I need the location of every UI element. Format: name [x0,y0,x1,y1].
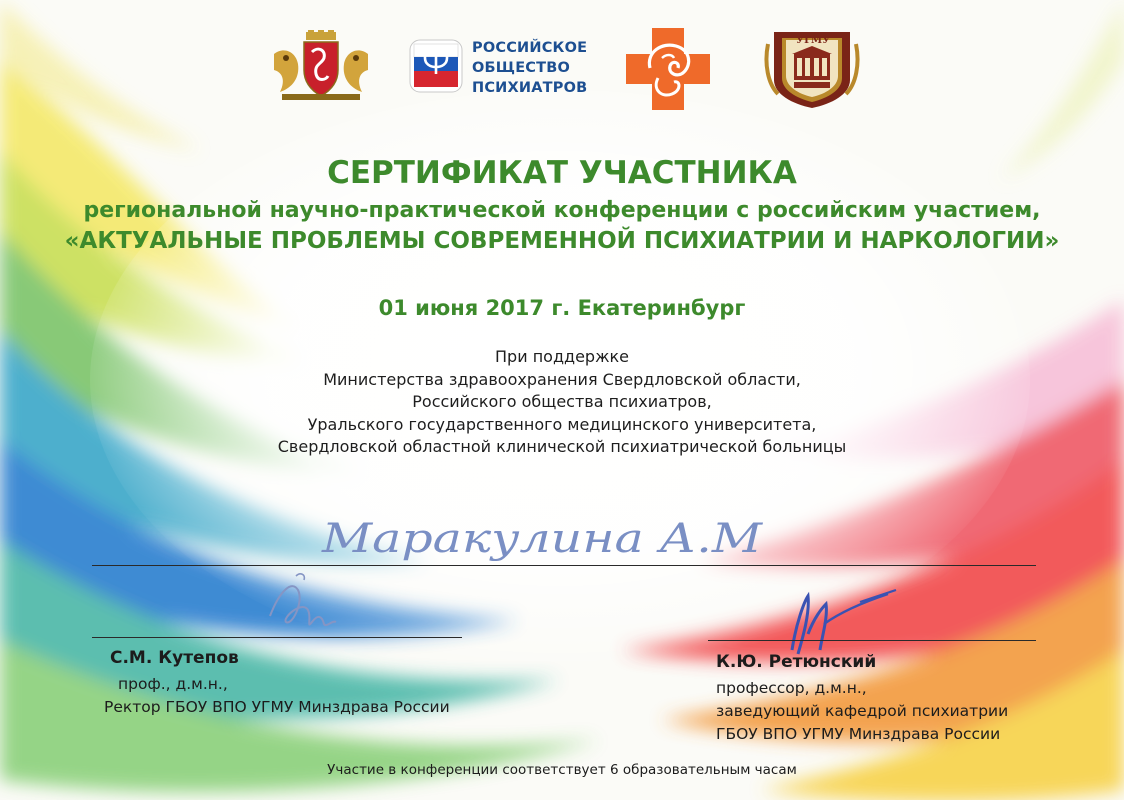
support-line: Министерства здравоохранения Свердловской области, [323,369,801,389]
signature-left [262,570,362,640]
ros-line-2: ОБЩЕСТВО [472,60,571,76]
support-line: Уральского государственного медицинского университета, [307,414,817,434]
brain-cross-icon [622,24,714,114]
signatory-right-name: К.Ю. Ретюнский [716,652,877,672]
participant-handwritten-name [318,508,778,572]
date-place: 01 июня 2017 г. Екатеринбург [378,296,746,320]
support-block [0,346,1124,459]
participant-name-line [92,565,1036,566]
psi-shield-icon [408,38,464,94]
support-line: Свердловской областной клинической психиатрической больницы [277,437,847,456]
ros-wordmark [472,38,587,98]
signatory-left-name: С.М. Кутепов [110,648,239,668]
signatory-right-role-3: ГБОУ ВПО УГМУ Минздрава России [716,725,1001,743]
ros-line-1: РОССИЙСКОЕ [472,40,588,56]
certificate-subtitle: региональной научно-практической конференции с российским участием, [83,198,1041,223]
signatory-right-role-2: заведующий кафедрой психиатрии [716,702,1009,720]
coat-of-arms-icon [268,30,374,102]
signatory-left-role-2: Ректор ГБОУ ВПО УГМУ Минздрава России [104,698,450,716]
ros-line-3: ПСИХИАТРОВ [472,80,588,96]
certificate-title: СЕРТИФИКАТ УЧАСТНИКА [327,155,797,191]
signatory-left-role-1: проф., д.м.н., [118,675,228,693]
participant-name-text: Маракулина А.М [320,516,764,562]
signature-left-line [92,637,462,638]
conference-name: «АКТУАЛЬНЫЕ ПРОБЛЕМЫ СОВРЕМЕННОЙ ПСИХИАТРИИ И НАРКОЛОГИИ» [64,228,1060,254]
footer-hours-note: Участие в конференции соответствует 6 образовательным часам [327,762,797,778]
support-line: При поддержке [495,347,629,366]
signatory-right-role-1: профессор, д.м.н., [716,679,867,697]
logos-row [0,0,1124,130]
support-line: Российского общества психиатров, [412,392,712,411]
university-badge-text: УГМУ [796,35,831,46]
signature-right-line [708,640,1036,641]
